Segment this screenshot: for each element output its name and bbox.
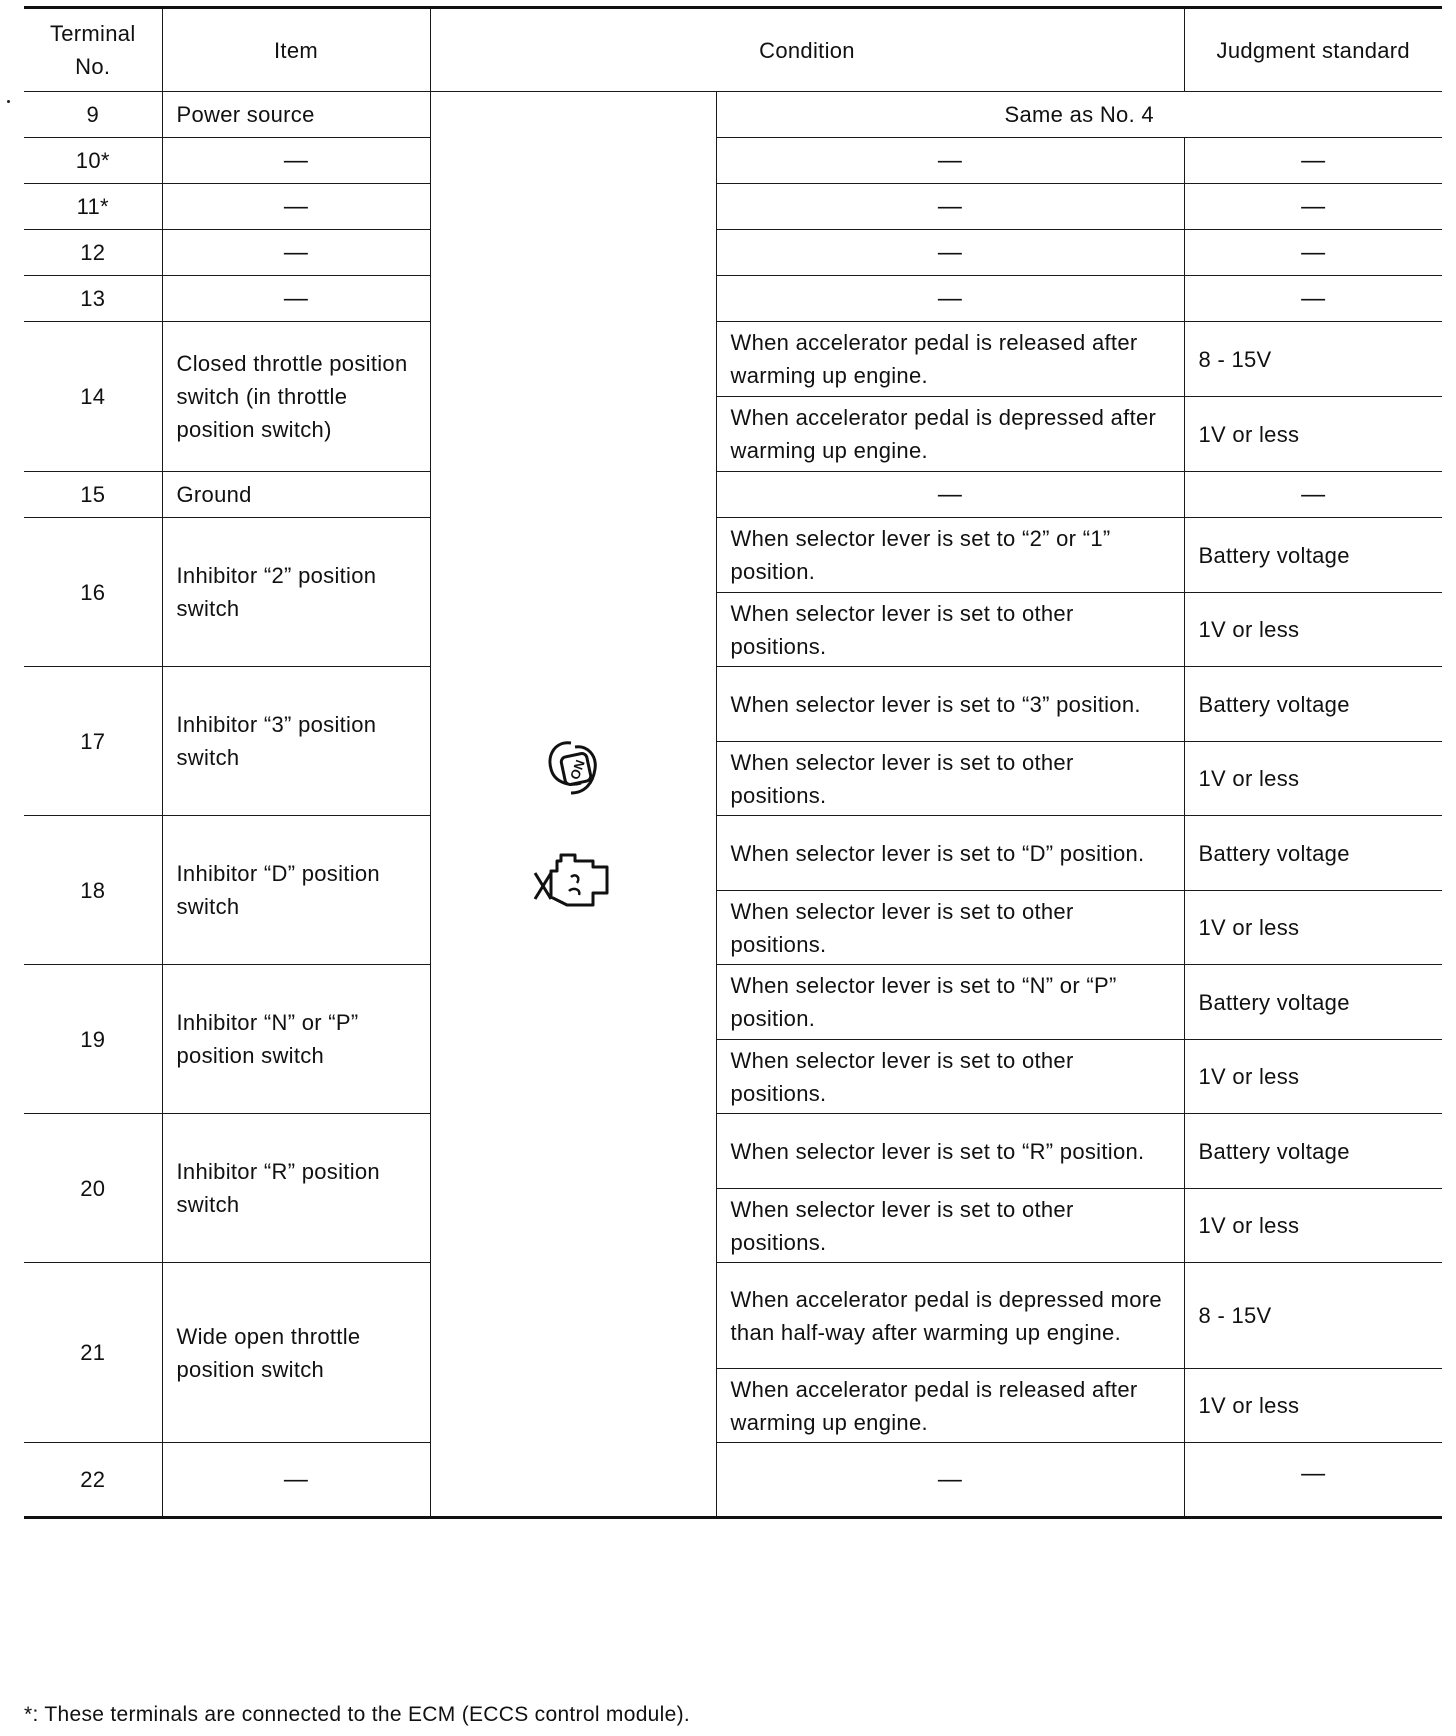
table-row	[24, 276, 1442, 322]
judgment-value: Battery voltage	[1184, 1114, 1442, 1189]
judgment-value: Battery voltage	[1184, 667, 1442, 742]
item-name: Inhibitor “N” or “P” position switch	[162, 965, 430, 1114]
terminal-no: 20	[24, 1114, 162, 1263]
table-row	[24, 472, 1442, 518]
judgment-value: 1V or less	[1184, 1189, 1442, 1263]
condition-text: —	[716, 276, 1184, 322]
condition-text: When accelerator pedal is released after warming up engine.	[716, 1369, 1184, 1443]
item-name: —	[162, 138, 430, 184]
judgment-value: —	[1184, 184, 1442, 230]
terminal-no: 22	[24, 1443, 162, 1518]
condition-text: —	[716, 184, 1184, 230]
terminal-no: 18	[24, 816, 162, 965]
judgment-value: 1V or less	[1184, 1369, 1442, 1443]
condition-text: When selector lever is set to other positions.	[716, 742, 1184, 816]
condition-text: When selector lever is set to “N” or “P” position.	[716, 965, 1184, 1040]
table-row	[24, 184, 1442, 230]
terminal-no: 21	[24, 1263, 162, 1443]
condition-text: —	[716, 472, 1184, 518]
condition-text: When accelerator pedal is released after warming up engine.	[716, 322, 1184, 397]
terminal-no: 12	[24, 230, 162, 276]
condition-text: —	[716, 230, 1184, 276]
table-row	[24, 92, 1442, 138]
table-row	[24, 1263, 1442, 1369]
judgment-value: —	[1184, 472, 1442, 518]
condition-text: When accelerator pedal is depressed more than half-way after warming up engine.	[716, 1263, 1184, 1369]
judgment-value: —	[1184, 276, 1442, 322]
table-row	[24, 230, 1442, 276]
item-name: Inhibitor “R” position switch	[162, 1114, 430, 1263]
ignition-on-label: ON	[566, 757, 588, 782]
same-as-note: Same as No. 4	[716, 92, 1442, 138]
condition-text: When accelerator pedal is depressed after warming up engine.	[716, 397, 1184, 472]
stray-dot	[7, 100, 10, 103]
item-name: Ground	[162, 472, 430, 518]
item-name: Inhibitor “2” position switch	[162, 518, 430, 667]
header-condition: Condition	[430, 8, 1184, 92]
item-name: Inhibitor “3” position switch	[162, 667, 430, 816]
item-name: —	[162, 1443, 430, 1518]
table-row	[24, 518, 1442, 593]
header-item: Item	[162, 8, 430, 92]
terminal-no: 11*	[24, 184, 162, 230]
terminal-no: 13	[24, 276, 162, 322]
judgment-value: 8 - 15V	[1184, 1263, 1442, 1369]
table-row	[24, 965, 1442, 1040]
item-name: Inhibitor “D” position switch	[162, 816, 430, 965]
engine-stopped-icon	[531, 847, 615, 911]
table-row	[24, 1443, 1442, 1518]
item-name: —	[162, 276, 430, 322]
condition-text: When selector lever is set to “R” position.	[716, 1114, 1184, 1189]
header-terminal-no: Terminal No.	[24, 8, 162, 92]
table-row	[24, 1114, 1442, 1189]
judgment-value: Battery voltage	[1184, 816, 1442, 891]
terminal-no: 14	[24, 322, 162, 472]
judgment-value: 1V or less	[1184, 742, 1442, 816]
judgment-value: 1V or less	[1184, 1040, 1442, 1114]
judgment-value: 1V or less	[1184, 891, 1442, 965]
ignition-on-icon	[541, 737, 605, 801]
table-row	[24, 138, 1442, 184]
footnote: *: These terminals are connected to the ECM (ECCS control module).	[24, 1703, 691, 1726]
condition-icons-cell	[430, 92, 716, 1518]
condition-text: —	[716, 138, 1184, 184]
terminal-no: 16	[24, 518, 162, 667]
judgment-value: —	[1184, 138, 1442, 184]
terminal-no: 17	[24, 667, 162, 816]
table-row	[24, 322, 1442, 397]
condition-text: When selector lever is set to other positions.	[716, 1040, 1184, 1114]
header-judgment-standard: Judgment standard	[1184, 8, 1442, 92]
table-row	[24, 816, 1442, 891]
condition-text: When selector lever is set to “D” position.	[716, 816, 1184, 891]
terminal-spec-table	[24, 6, 1442, 1519]
condition-text: When selector lever is set to other positions.	[716, 593, 1184, 667]
terminal-no: 9	[24, 92, 162, 138]
judgment-value: —	[1184, 1443, 1442, 1518]
condition-text: When selector lever is set to other positions.	[716, 891, 1184, 965]
item-name: —	[162, 184, 430, 230]
judgment-value: Battery voltage	[1184, 518, 1442, 593]
judgment-value: —	[1184, 230, 1442, 276]
item-name: Closed throttle position switch (in throttle position switch)	[162, 322, 430, 472]
condition-text: When selector lever is set to “3” position.	[716, 667, 1184, 742]
judgment-value: 1V or less	[1184, 593, 1442, 667]
terminal-no: 15	[24, 472, 162, 518]
item-name: Power source	[162, 92, 430, 138]
item-name: Wide open throttle position switch	[162, 1263, 430, 1443]
condition-text: —	[716, 1443, 1184, 1518]
terminal-no: 10*	[24, 138, 162, 184]
terminal-spec-page	[24, 6, 1442, 1519]
header-row	[24, 8, 1442, 92]
item-name: —	[162, 230, 430, 276]
judgment-value: Battery voltage	[1184, 965, 1442, 1040]
condition-text: When selector lever is set to other positions.	[716, 1189, 1184, 1263]
terminal-no: 19	[24, 965, 162, 1114]
judgment-value: 8 - 15V	[1184, 322, 1442, 397]
table-row	[24, 667, 1442, 742]
condition-text: When selector lever is set to “2” or “1” position.	[716, 518, 1184, 593]
judgment-value: 1V or less	[1184, 397, 1442, 472]
